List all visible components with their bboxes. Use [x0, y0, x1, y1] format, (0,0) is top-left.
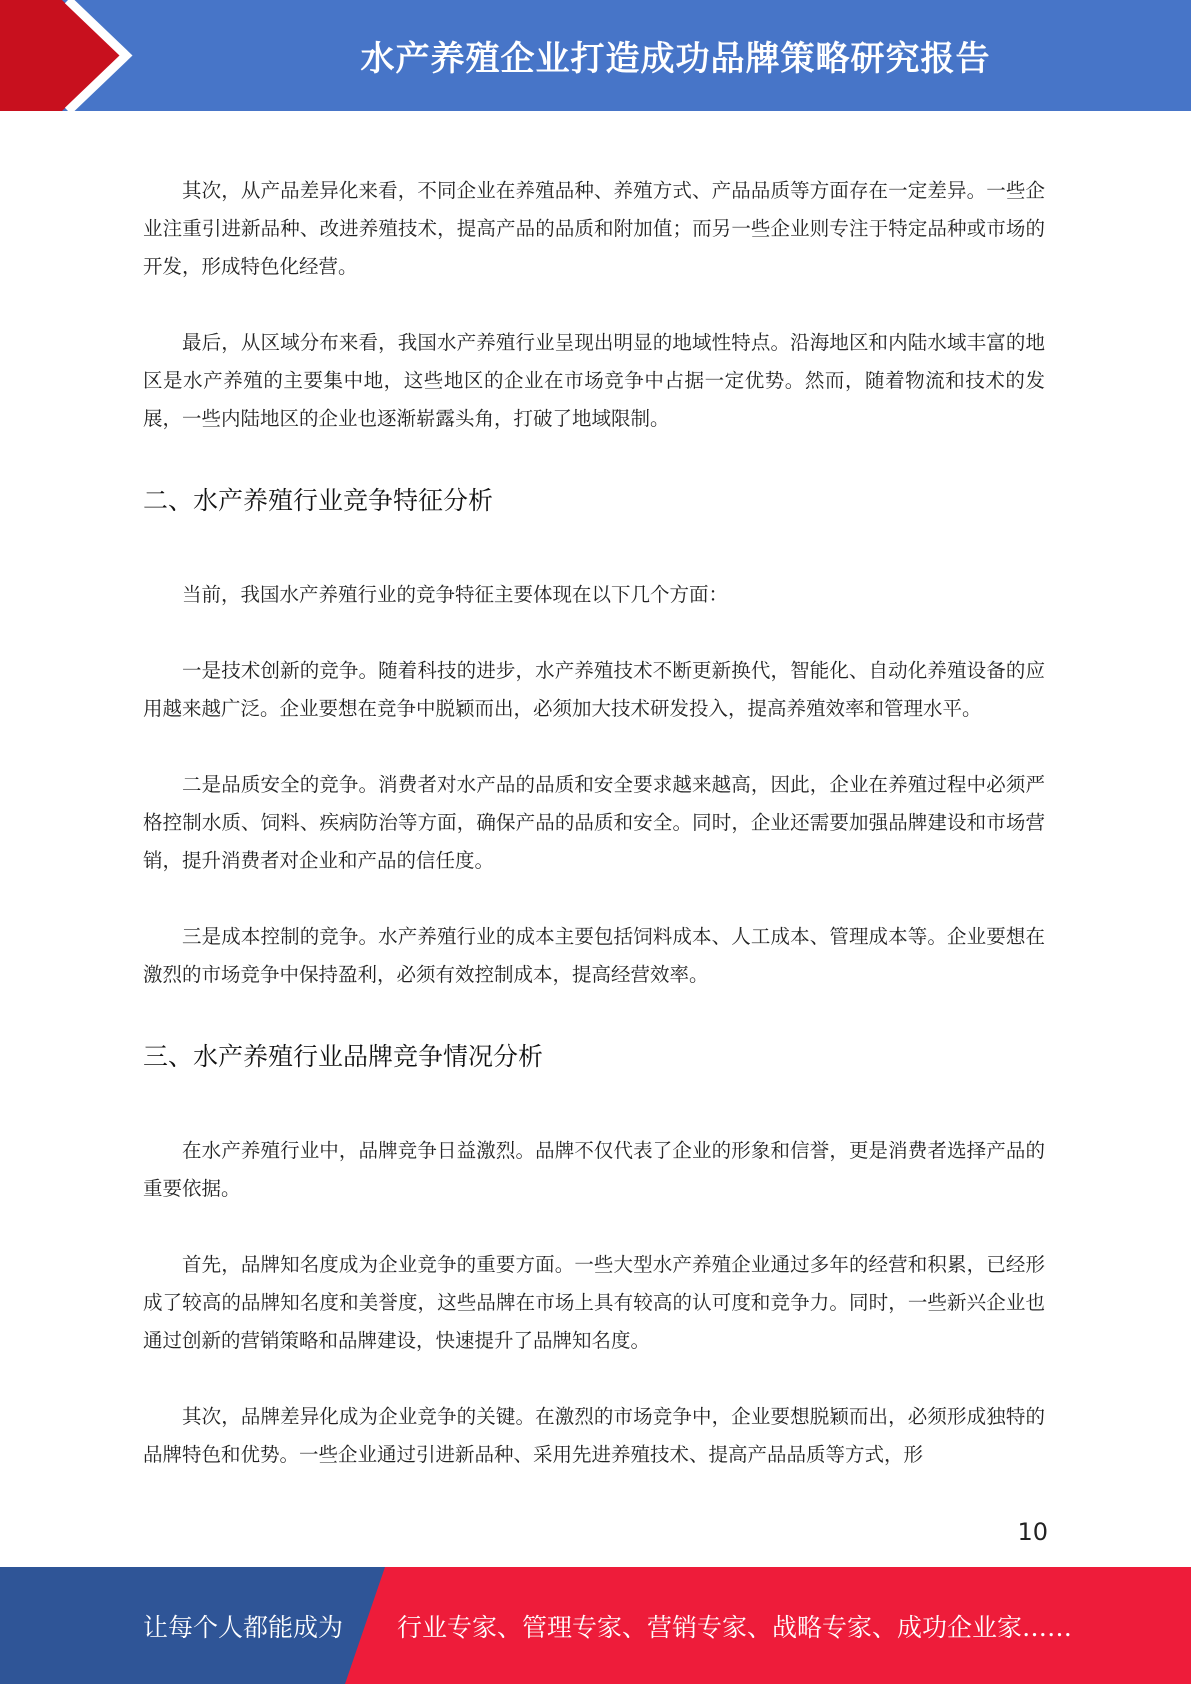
paragraph-brand-awareness: 首先，品牌知名度成为企业竞争的重要方面。一些大型水产养殖企业通过多年的经营和积累，已经形成了较高的品牌知名度和美誉度，这些品牌在市场上具有较高的认可度和竞争力。同时，一些新兴企业也通过创新的营销策略和品牌建设，快速提升了品牌知名度。: [143, 1253, 1045, 1352]
section-heading-brand-competition: 三、水产养殖行业品牌竞争情况分析: [143, 1042, 544, 1071]
paragraph-cost-competition: 三是成本控制的竞争。水产养殖行业的成本主要包括饲料成本、人工成本、管理成本等。企业要想在激烈的市场竞争中保持盈利，必须有效控制成本，提高经营效率。: [143, 925, 1045, 986]
paragraph-technology-competition: 一是技术创新的竞争。随着科技的进步，水产养殖技术不断更新换代，智能化、自动化养殖设备的应用越来越广泛。企业要想在竞争中脱颖而出，必须加大技术研发投入，提高养殖效率和管理水平。: [143, 659, 1045, 720]
page-body: [143, 172, 1045, 1512]
page-number: 10: [1017, 1518, 1048, 1546]
header-red-chevron: [0, 0, 160, 111]
paragraph-regional-distribution: 最后，从区域分布来看，我国水产养殖行业呈现出明显的地域性特点。沿海地区和内陆水域丰富的地区是水产养殖的主要集中地，这些地区的企业在市场竞争中占据一定优势。然而，随着物流和技术的发展，一些内陆地区的企业也逐渐崭露头角，打破了地域限制。: [143, 331, 1045, 430]
page-footer: [0, 1567, 1191, 1684]
paragraph-brand-intro: 在水产养殖行业中，品牌竞争日益激烈。品牌不仅代表了企业的形象和信誉，更是消费者选择产品的重要依据。: [143, 1139, 1045, 1200]
section-heading-competition-features: 二、水产养殖行业竞争特征分析: [143, 486, 494, 515]
paragraph-competition-intro: 当前，我国水产养殖行业的竞争特征主要体现在以下几个方面：: [182, 583, 729, 606]
paragraph-product-differentiation: 其次，从产品差异化来看，不同企业在养殖品种、养殖方式、产品品质等方面存在一定差异。一些企业注重引进新品种、改进养殖技术，提高产品的品质和附加值；而另一些企业则专注于特定品种或市场的开发，形成特色化经营。: [143, 179, 1045, 278]
footer-slogan-right: 行业专家、管理专家、营销专家、战略专家、成功企业家……: [397, 1612, 1073, 1642]
report-title: 水产养殖企业打造成功品牌策略研究报告: [360, 39, 991, 79]
footer-slogan-left: 让每个人都能成为: [143, 1612, 344, 1642]
page-header: [0, 0, 1191, 111]
header-red-block: [0, 0, 120, 111]
paragraph-brand-differentiation: 其次，品牌差异化成为企业竞争的关键。在激烈的市场竞争中，企业要想脱颖而出，必须形成独特的品牌特色和优势。一些企业通过引进新品种、采用先进养殖技术、提高产品品质等方式，形: [143, 1405, 1045, 1466]
paragraph-quality-competition: 二是品质安全的竞争。消费者对水产品的品质和安全要求越来越高，因此，企业在养殖过程中必须严格控制水质、饲料、疾病防治等方面，确保产品的品质和安全。同时，企业还需要加强品牌建设和市场营销，提升消费者对企业和产品的信任度。: [143, 773, 1045, 872]
